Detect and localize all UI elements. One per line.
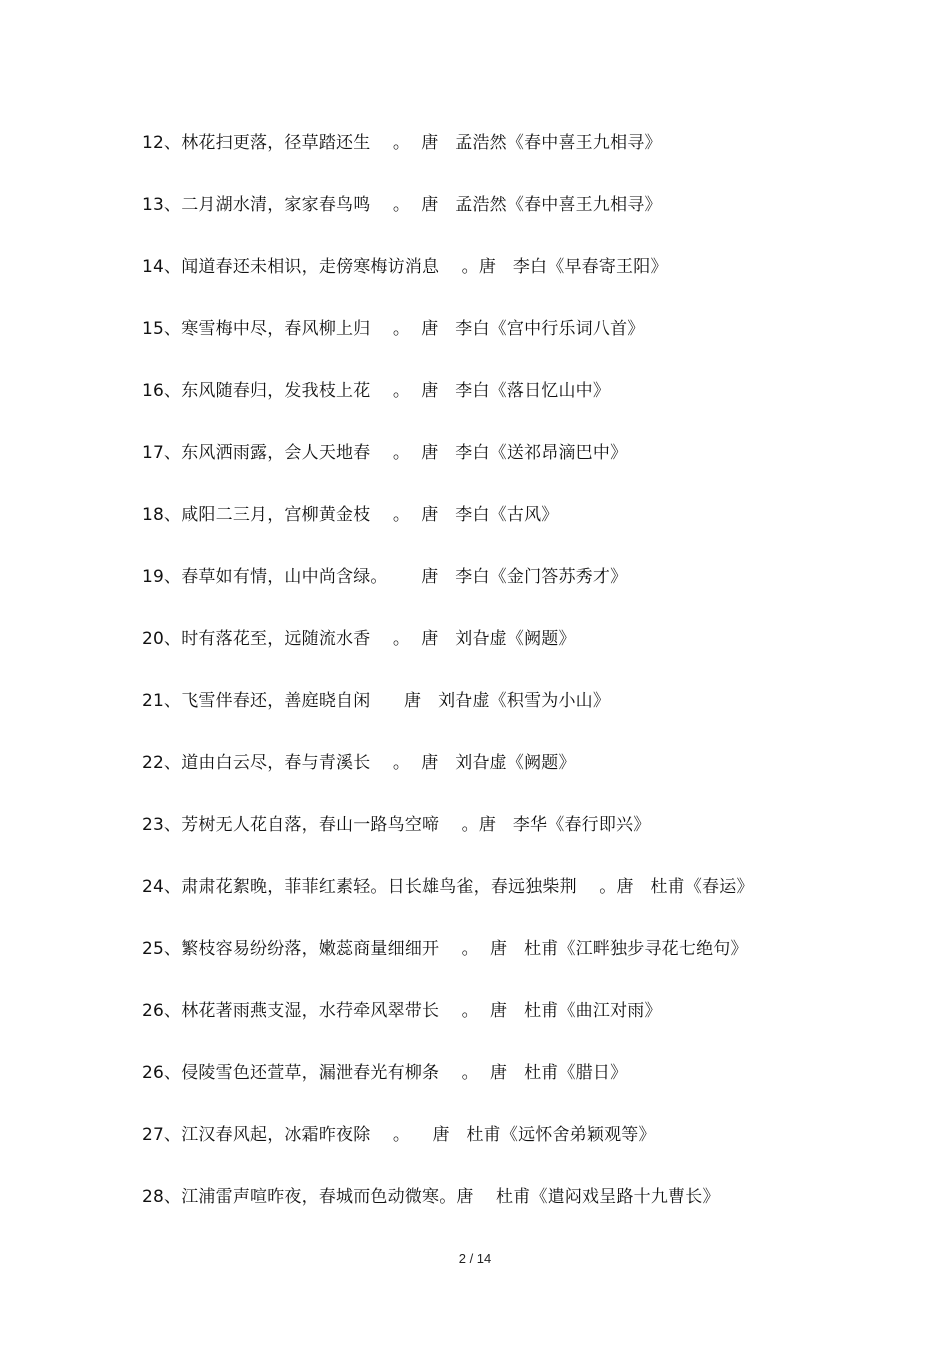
poem-line: 12、林花扫更落，径草踏还生 。 唐 孟浩然《春中喜王九相寻》 xyxy=(142,133,662,153)
poem-line: 25、繁枝容易纷纷落，嫩蕊商量细细开 。 唐 杜甫《江畔独步寻花七绝句》 xyxy=(142,939,748,959)
poem-line: 23、芳树无人花自落，春山一路鸟空啼 。唐 李华《春行即兴》 xyxy=(142,815,651,835)
poem-line: 15、寒雪梅中尽，春风柳上归 。 唐 李白《宫中行乐词八首》 xyxy=(142,319,645,339)
poem-line: 17、东风洒雨露，会人天地春 。 唐 李白《送祁昂滴巴中》 xyxy=(142,443,628,463)
poem-line: 22、道由白云尽，春与青溪长 。 唐 刘旮虚《阙题》 xyxy=(142,753,576,773)
poem-list xyxy=(142,126,922,1242)
page-number: 2 / 14 xyxy=(458,1251,492,1266)
poem-line: 13、二月湖水清，家家春鸟鸣 。 唐 孟浩然《春中喜王九相寻》 xyxy=(142,195,662,215)
poem-line: 21、飞雪伴春还，善庭晓自闲 唐 刘旮虚《积雪为小山》 xyxy=(142,691,611,711)
poem-line: 24、肃肃花絮晚，菲菲红素轻。日长雄鸟雀，春远独柴荆 。唐 杜甫《春运》 xyxy=(142,877,754,897)
poem-line: 20、时有落花至，远随流水香 。 唐 刘旮虚《阙题》 xyxy=(142,629,576,649)
poem-line: 16、东风随春归，发我枝上花 。 唐 李白《落日忆山中》 xyxy=(142,381,611,401)
poem-line: 14、闻道春还未相识，走傍寒梅访消息 。唐 李白《早春寄王阳》 xyxy=(142,257,668,277)
poem-line: 18、咸阳二三月，宫柳黄金枝 。 唐 李白《古风》 xyxy=(142,505,559,525)
poem-line: 26、林花著雨燕支湿，水荇牵风翠带长 。 唐 杜甫《曲江对雨》 xyxy=(142,1001,662,1021)
poem-line: 28、江浦雷声喧昨夜，春城而色动微寒。唐 杜甫《遣闷戏呈路十九曹长》 xyxy=(142,1187,720,1207)
poem-line: 26、侵陵雪色还萱草，漏泄春光有柳条 。 唐 杜甫《腊日》 xyxy=(142,1063,628,1083)
poem-line: 19、春草如有情，山中尚含绿。 唐 李白《金门答苏秀才》 xyxy=(142,567,628,587)
poem-line: 27、江汉春风起，冰霜昨夜除 。 唐 杜甫《远怀舍弟颖观等》 xyxy=(142,1125,656,1145)
